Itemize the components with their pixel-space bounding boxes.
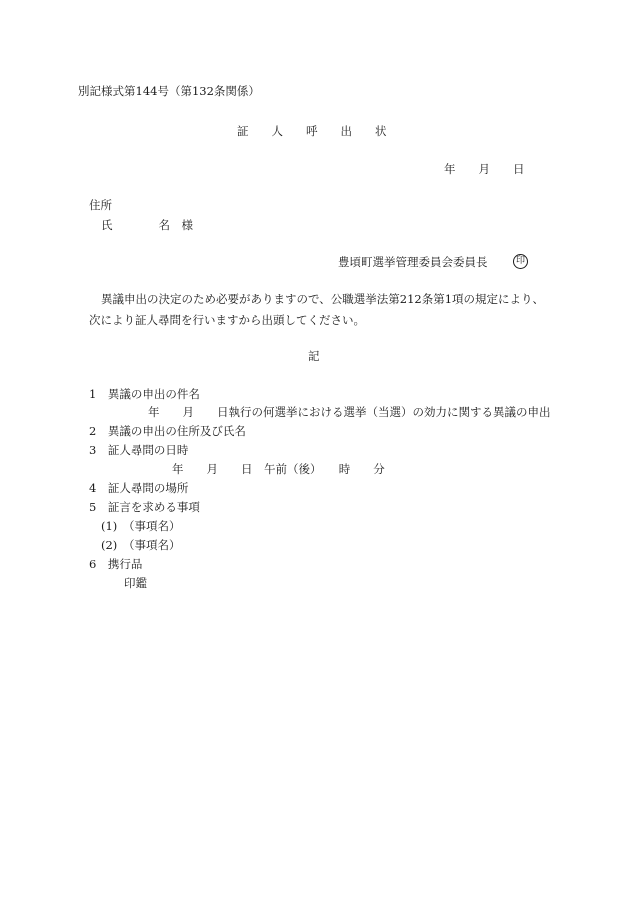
item-4-label: 4 証人尋問の場所 xyxy=(89,481,189,495)
name-label: 氏 名 様 xyxy=(101,218,193,232)
body-text-line-2: 次により証人尋問を行いますから出頭してください。 xyxy=(89,313,365,327)
item-1-label: 1 異議の申出の件名 xyxy=(89,387,200,401)
document-title: 証 人 呼 出 状 xyxy=(237,124,387,138)
item-5-label: 5 証言を求める事項 xyxy=(89,500,200,514)
item-6-detail: 印鑑 xyxy=(124,576,147,590)
item-3-label: 3 証人尋問の日時 xyxy=(89,443,189,457)
item-5-sub-1: (1) （事項名） xyxy=(101,519,181,533)
item-2-label: 2 異議の申出の住所及び氏名 xyxy=(89,424,246,438)
body-text-line-1: 異議申出の決定のため必要がありますので、公職選挙法第212条第1項の規定により、 xyxy=(101,292,545,306)
item-3-detail: 年 月 日 午前（後） 時 分 xyxy=(172,462,385,476)
issuer: 豊頃町選挙管理委員会委員長 xyxy=(338,255,488,269)
item-1-detail: 年 月 日執行の何選挙における選挙（当選）の効力に関する異議の申出 xyxy=(148,405,551,419)
address-label: 住所 xyxy=(89,198,112,212)
form-label: 別記様式第144号（第132条関係） xyxy=(78,84,260,98)
item-5-sub-2: (2) （事項名） xyxy=(101,538,181,552)
seal-mark: 印 xyxy=(513,254,528,269)
date-line: 年 月 日 xyxy=(444,162,525,176)
ki-heading: 記 xyxy=(308,349,320,363)
item-6-label: 6 携行品 xyxy=(89,557,143,571)
